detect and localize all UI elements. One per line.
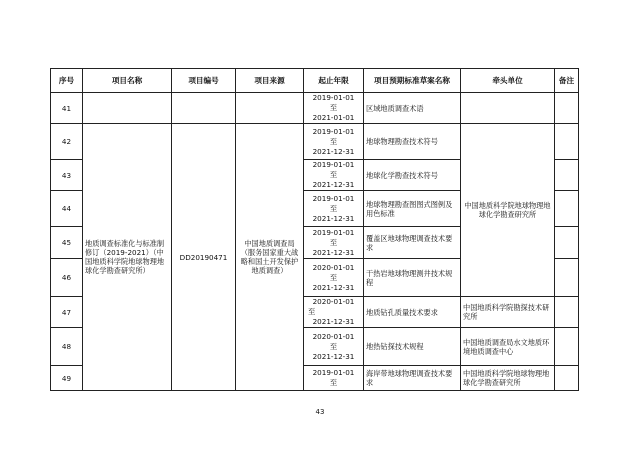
period-cell: [304, 93, 364, 124]
period-start: 2019-01-01: [312, 193, 355, 203]
period-to: 至: [329, 272, 338, 282]
period-end: 2021-12-31: [312, 213, 355, 223]
standard-name: 地质钻孔质量技术要求: [364, 297, 461, 328]
empty-cell: [461, 93, 555, 124]
header-project-name: 项目名称: [83, 69, 172, 93]
period-end: 2021-01-01: [312, 113, 355, 122]
header-standard-name: 项目预期标准草案名称: [364, 69, 461, 93]
row-no: 42: [51, 124, 83, 160]
empty-cell: [236, 93, 304, 124]
standard-name: 地球物理勘查技术符号: [364, 124, 461, 160]
period-end: 2021-12-31: [312, 180, 355, 189]
period-start: 2020-01-01: [312, 297, 355, 306]
lead-unit: 中国地质调查局水文地质环境地质调查中心: [461, 328, 555, 366]
project-source: 中国地质调查局（服务国家重大战略和国土开发保护地质调查）: [236, 124, 304, 391]
period-to: 至: [329, 103, 338, 112]
remarks-cell: [555, 93, 579, 124]
row-no: 47: [51, 297, 83, 328]
row-no: 41: [51, 93, 83, 124]
period-cell: [304, 366, 364, 391]
standard-name: 区域地质调查术语: [364, 93, 461, 124]
period-cell: [304, 191, 364, 227]
period-start: 2020-01-01: [312, 331, 355, 341]
period-end: 2021-12-31: [312, 247, 355, 257]
remarks-cell: [555, 160, 579, 191]
header-project-code: 项目编号: [172, 69, 236, 93]
row-no: 48: [51, 328, 83, 366]
period-start: 2020-01-01: [312, 262, 355, 272]
period-end: 2021-12-31: [312, 146, 355, 156]
row-no: 49: [51, 366, 83, 391]
period-to: 至: [329, 341, 338, 351]
period-cell: [304, 227, 364, 259]
standards-table: [50, 68, 579, 391]
table-row: [51, 124, 579, 160]
standard-name: 覆盖区地球物理调查技术要求: [364, 227, 461, 259]
header-remarks: 备注: [555, 69, 579, 93]
period-end: 2021-12-31: [312, 282, 355, 292]
header-no: 序号: [51, 69, 83, 93]
period-to: 至: [329, 136, 338, 146]
row-no: 45: [51, 227, 83, 259]
standard-name: 地球物理勘查图图式图例及用色标准: [364, 191, 461, 227]
period-cell: [304, 124, 364, 160]
period-cell: [304, 297, 364, 328]
lead-unit-shared: 中国地质科学院地球物理地球化学勘查研究所: [461, 124, 555, 297]
header-project-source: 项目来源: [236, 69, 304, 93]
table-row: [51, 93, 579, 124]
remarks-cell: [555, 227, 579, 259]
project-code: DD20190471: [172, 124, 236, 391]
remarks-cell: [555, 328, 579, 366]
period-to: 至: [329, 170, 338, 179]
period-start: 2019-01-01: [312, 160, 355, 169]
row-no: 44: [51, 191, 83, 227]
period-to: 至: [329, 237, 338, 247]
header-lead-unit: 牵头单位: [461, 69, 555, 93]
period-to: 至: [308, 307, 316, 316]
period-start: 2019-01-01: [312, 126, 355, 136]
period-end: 2021-12-31: [312, 317, 355, 326]
remarks-cell: [555, 259, 579, 297]
period-start: 2019-01-01: [312, 93, 355, 102]
period-end: 2021-12-31: [312, 351, 355, 361]
standard-name: 海岸带地球物理调查技术要求: [364, 366, 461, 391]
header-row: [51, 69, 579, 93]
remarks-cell: [555, 366, 579, 391]
period-to: 至: [329, 203, 338, 213]
remarks-cell: [555, 297, 579, 328]
empty-cell: [83, 93, 172, 124]
header-period: 起止年限: [304, 69, 364, 93]
row-no: 43: [51, 160, 83, 191]
period-start: 2019-01-01: [312, 368, 355, 377]
lead-unit: 中国地质科学院勘探技术研究所: [461, 297, 555, 328]
standard-name: 地球化学勘查技术符号: [364, 160, 461, 191]
empty-cell: [172, 93, 236, 124]
period-cell: [304, 328, 364, 366]
period-to: 至: [329, 378, 338, 387]
period-cell: [304, 160, 364, 191]
lead-unit: 中国地质科学院地球物理地球化学勘查研究所: [461, 366, 555, 391]
remarks-cell: [555, 124, 579, 160]
page-number: 43: [315, 408, 325, 416]
period-cell: [304, 259, 364, 297]
row-no: 46: [51, 259, 83, 297]
project-name: 地质调查标准化与标准制修订（2019-2021）（中国地质科学院地球物理地球化学勘查研究所）: [83, 124, 172, 391]
remarks-cell: [555, 191, 579, 227]
period-start: 2019-01-01: [312, 227, 355, 237]
standard-name: 地热钻探技术规程: [364, 328, 461, 366]
standard-name: 干热岩地球物理测井技术规程: [364, 259, 461, 297]
